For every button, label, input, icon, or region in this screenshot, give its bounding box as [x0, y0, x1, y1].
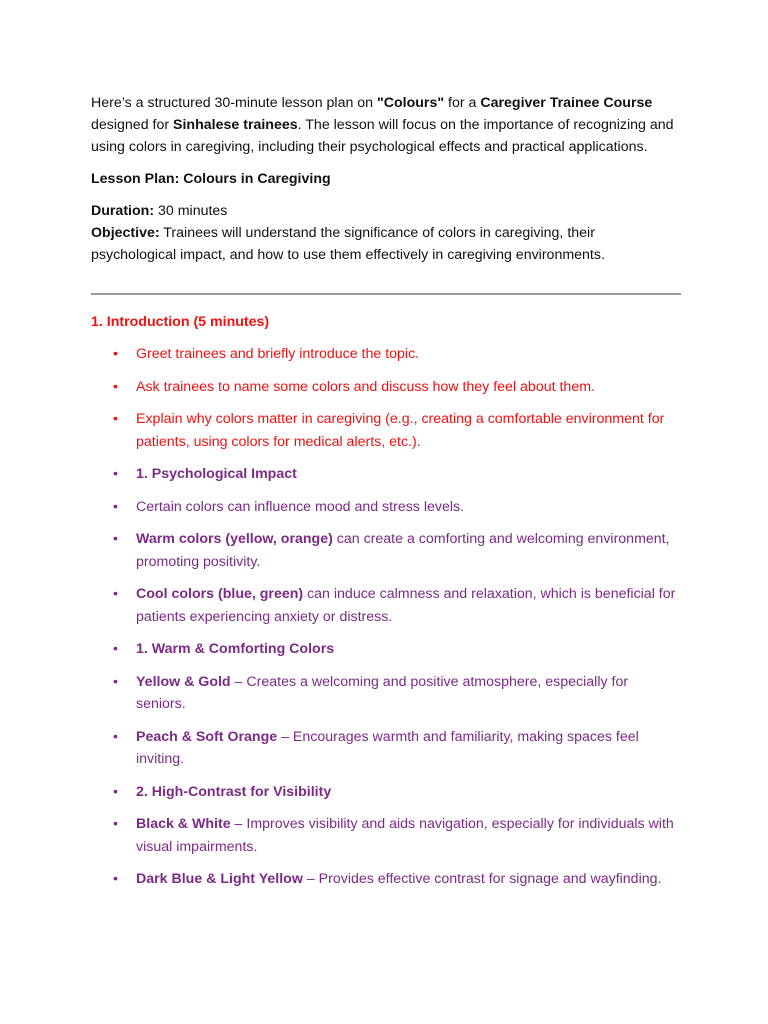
- bullet-icon: •: [113, 411, 118, 427]
- list-item: [91, 671, 681, 716]
- list-item-bold: Cool colors (blue, green): [136, 586, 304, 602]
- objective-label: Objective:: [91, 225, 160, 241]
- section-heading-text: 1. Introduction (5 minutes): [91, 314, 270, 330]
- list-item: [91, 496, 681, 519]
- list-item: [91, 638, 681, 661]
- color-guidance-list: [91, 463, 681, 891]
- bullet-icon: •: [113, 346, 118, 362]
- duration-line: [91, 200, 681, 222]
- list-item: [91, 463, 681, 486]
- intro-bold-course: Caregiver Trainee Course: [480, 95, 653, 111]
- introduction-list: [91, 343, 681, 453]
- list-item-text: – Creates a welcoming and positive atmosphere, especially for seniors.: [136, 673, 629, 712]
- list-item-text: Ask trainees to name some colors and discuss how they feel about them.: [136, 378, 595, 395]
- bullet-icon: •: [113, 641, 118, 657]
- list-item-bold: Warm colors (yellow, orange): [136, 531, 333, 547]
- bullet-icon: •: [113, 673, 118, 690]
- list-item-text: can induce calmness and relaxation, which is beneficial for patients experiencing anxiety or distress.: [136, 586, 676, 625]
- bullet-icon: •: [113, 586, 118, 602]
- intro-paragraph: [91, 92, 681, 158]
- objective-value: Trainees will understand the significance of colors in caregiving, their psychological impact, and how to use them effectively in caregiving environments.: [91, 225, 605, 263]
- list-item: [91, 343, 681, 366]
- list-item-bold: 1. Psychological Impact: [136, 466, 297, 482]
- bullet-icon: •: [113, 871, 118, 887]
- intro-text-1: Here’s a structured 30-minute lesson plan on: [91, 95, 378, 111]
- bullet-icon: •: [113, 783, 118, 800]
- duration-label: Duration:: [91, 203, 155, 219]
- bullet-icon: •: [113, 531, 118, 547]
- list-item-text: Certain colors can influence mood and stress levels.: [136, 498, 465, 515]
- list-item: [91, 583, 681, 628]
- duration-value: 30 minutes: [154, 203, 228, 219]
- list-item: [91, 376, 681, 399]
- list-item-bold: Yellow & Gold: [136, 673, 231, 690]
- list-item: [91, 781, 681, 804]
- list-item-bold: Dark Blue & Light Yellow: [136, 871, 303, 887]
- section-heading-introduction: [91, 311, 681, 333]
- intro-text-4: . The lesson will focus on the importance of recognizing and using colors in caregiving, including their psychological effects and practical applications.: [91, 117, 674, 155]
- list-item-bold: Peach & Soft Orange: [136, 728, 278, 745]
- list-item-bold: 1. Warm & Comforting Colors: [136, 641, 335, 657]
- list-item: [91, 726, 681, 771]
- bullet-icon: •: [113, 816, 118, 832]
- horizontal-divider: [91, 293, 681, 295]
- intro-bold-colours: "Colours": [377, 95, 445, 111]
- list-item-text: can create a comforting and welcoming environment, promoting positivity.: [136, 531, 670, 570]
- list-item: [91, 528, 681, 573]
- list-item-text: – Provides effective contrast for signage and wayfinding.: [302, 871, 662, 887]
- bullet-icon: •: [113, 728, 118, 745]
- bullet-icon: •: [113, 378, 118, 395]
- lesson-title-text: Lesson Plan: Colours in Caregiving: [91, 171, 331, 187]
- list-item-text: Greet trainees and briefly introduce the topic.: [136, 346, 420, 362]
- list-item-text: – Encourages warmth and familiarity, making spaces feel inviting.: [136, 728, 639, 767]
- intro-text-2: for a: [444, 95, 481, 111]
- list-item-bold: 2. High-Contrast for Visibility: [136, 783, 332, 800]
- list-item: [91, 408, 681, 453]
- list-item: [91, 868, 681, 891]
- lesson-title: [91, 168, 681, 190]
- list-item: [91, 813, 681, 858]
- objective-line: [91, 222, 681, 266]
- list-item-bold: Black & White: [136, 816, 231, 832]
- intro-text-3: designed for: [91, 117, 174, 133]
- list-item-text: – Improves visibility and aids navigation, especially for individuals with visual impairments.: [136, 816, 674, 855]
- list-item-text: Explain why colors matter in caregiving (e.g., creating a comfortable environment for patients, using colors for medical alerts, etc.).: [136, 411, 665, 450]
- intro-bold-trainees: Sinhalese trainees: [173, 117, 298, 133]
- bullet-icon: •: [113, 498, 118, 515]
- bullet-icon: •: [113, 466, 118, 482]
- document-content: [91, 92, 681, 901]
